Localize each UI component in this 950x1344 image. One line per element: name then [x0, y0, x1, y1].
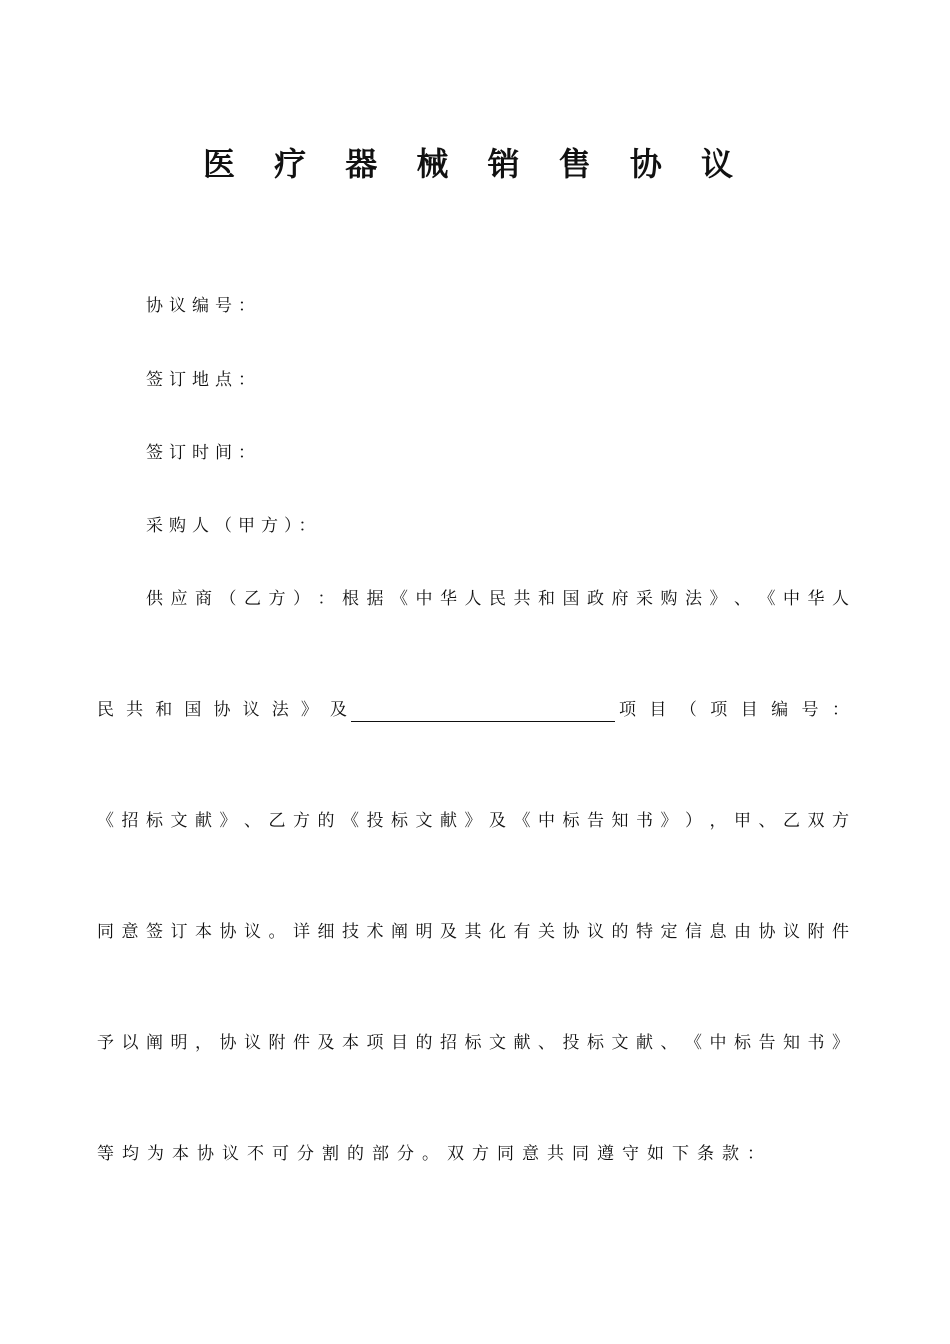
body-line-5: 予 以 阐 明 ， 协 议 附 件 及 本 项 目 的 招 标 文 献 、 投 标 文 献 、 《 中 标 告 知 书 》 [97, 1033, 849, 1053]
sign-place-label: 签订地点： [146, 370, 261, 390]
body-line-4: 同 意 签 订 本 协 议 。 详 细 技 术 阐 明 及 其 化 有 关 协 议 的 特 定 信 息 由 协 议 附 件 [97, 922, 849, 942]
sign-time-label: 签订时间： [146, 443, 261, 463]
body-line-2 [97, 698, 849, 722]
body-line-3: 《 招 标 文 献 》 、 乙 方 的 《 投 标 文 献 》 及 《 中 标 告 知 书 》 ） ， 甲 、 乙 双 方 [97, 811, 849, 831]
document-title: 医 疗 器 械 销 售 协 议 [203, 145, 747, 183]
body-line-6: 等均为本协议不可分割的部分。双方同意共同遵守如下条款： [97, 1144, 772, 1164]
agreement-number-label: 协议编号： [146, 296, 261, 316]
body-line-2-before: 民 共 和 国 协 议 法 》 及 [97, 700, 347, 720]
purchaser-label: 采购人（甲方）： [146, 516, 322, 536]
project-name-blank[interactable] [351, 701, 615, 722]
body-line-1: 供 应 商 （ 乙 方 ） ： 根 据 《 中 华 人 民 共 和 国 政 府 采 购 法 》 、 《 中 华 人 [146, 589, 849, 609]
body-line-2-after: 项 目 （ 项 目 编 号 ： [619, 700, 849, 720]
